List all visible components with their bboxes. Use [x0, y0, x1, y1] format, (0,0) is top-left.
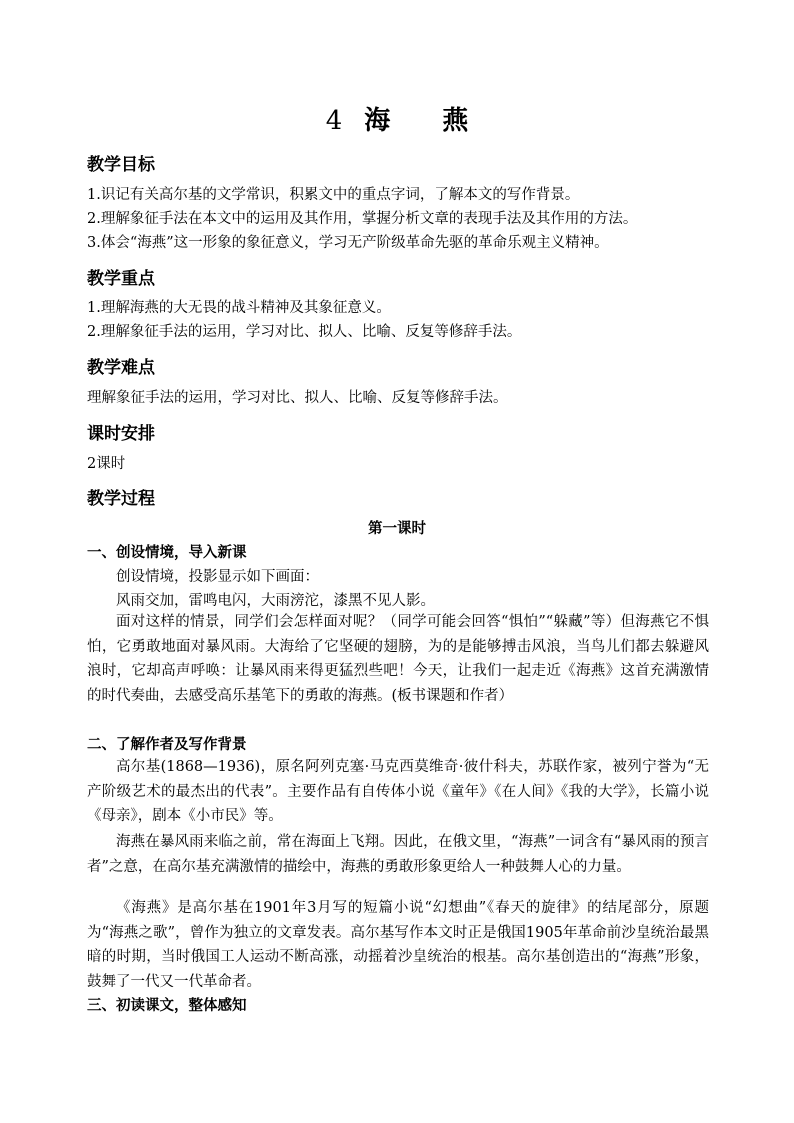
title-number: 4 [325, 106, 343, 136]
part2-paragraph-1: 高尔基(1868—1936)，原名阿列克塞·马克西莫维奇·彼什科夫，苏联作家，被列宁誉为“无产阶级艺术的最杰出的代表”。主要作品有自传体小说《童年》《在人间》《我的大学》，长篇小说《母亲》，剧本《小市民》等。 [87, 759, 709, 825]
focus-item-1: 1.理解海燕的大无畏的战斗精神及其象征意义。 [87, 300, 391, 316]
part2-heading: 二、了解作者及写作背景 [87, 737, 247, 753]
part1-line-1: 创设情境，投影显示如下画面： [116, 569, 319, 585]
objective-item-3: 3.体会“海燕”这一形象的象征意义，学习无产阶级革命先驱的革命乐观主义精神。 [87, 235, 609, 251]
objective-item-1: 1.识记有关高尔基的文学常识，积累文中的重点字词，了解本文的写作背景。 [87, 187, 580, 203]
objective-item-2: 2.理解象征手法在本文中的运用及其作用，掌握分析文章的表现手法及其作用的方法。 [87, 211, 638, 227]
schedule-heading: 课时安排 [87, 424, 155, 444]
difficulty-text: 理解象征手法的运用，学习对比、拟人、比喻、反复等修辞手法。 [87, 390, 508, 406]
title-char-2: 燕 [442, 106, 469, 136]
focus-item-2: 2.理解象征手法的运用，学习对比、拟人、比喻、反复等修辞手法。 [87, 324, 522, 340]
lesson-1-title: 第一课时 [368, 521, 426, 537]
part1-heading: 一、创设情境，导入新课 [87, 545, 247, 561]
schedule-text: 2课时 [87, 456, 126, 472]
objectives-heading: 教学目标 [87, 155, 155, 175]
title-char-1: 海 [364, 106, 391, 136]
part1-line-2: 风雨交加，雷鸣电闪，大雨滂沱，漆黑不见人影。 [116, 593, 435, 609]
part2-paragraph-2: 海燕在暴风雨来临之前，常在海面上飞翔。因此，在俄文里，“海燕”一词含有“暴风雨的预言者”之意，在高尔基充满激情的描绘中，海燕的勇敢形象更给人一种鼓舞人心的力量。 [87, 834, 709, 875]
lesson-title [0, 100, 794, 137]
focus-heading: 教学重点 [87, 269, 155, 289]
difficulty-heading: 教学难点 [87, 358, 155, 378]
part2-paragraph-3: 《海燕》是高尔基在1901年3月写的短篇小说“幻想曲”《春天的旋律》的结尾部分，原题为“海燕之歌”，曾作为独立的文章发表。高尔基写作本文时正是俄国1905年革命前沙皇统治最黑暗的时期，当时俄国工人运动不断高涨，动摇着沙皇统治的根基。高尔基创造出的“海燕”形象，鼓舞了一代又一代革命者。 [87, 900, 709, 990]
process-heading: 教学过程 [87, 489, 155, 509]
part1-paragraph: 面对这样的情景，同学们会怎样面对呢？（同学可能会回答“惧怕”“躲藏”等）但海燕它不惧怕，它勇敢地面对暴风雨。大海给了它坚硬的翅膀，为的是能够搏击风浪，当鸟儿们都去躲避风浪时，它却高声呼唤：让暴风雨来得更猛烈些吧！今天，让我们一起走近《海燕》这首充满激情的时代奏曲，去感受高乐基笔下的勇敢的海燕。(板书课题和作者） [87, 614, 709, 704]
part3-heading: 三、初读课文，整体感知 [87, 998, 247, 1014]
